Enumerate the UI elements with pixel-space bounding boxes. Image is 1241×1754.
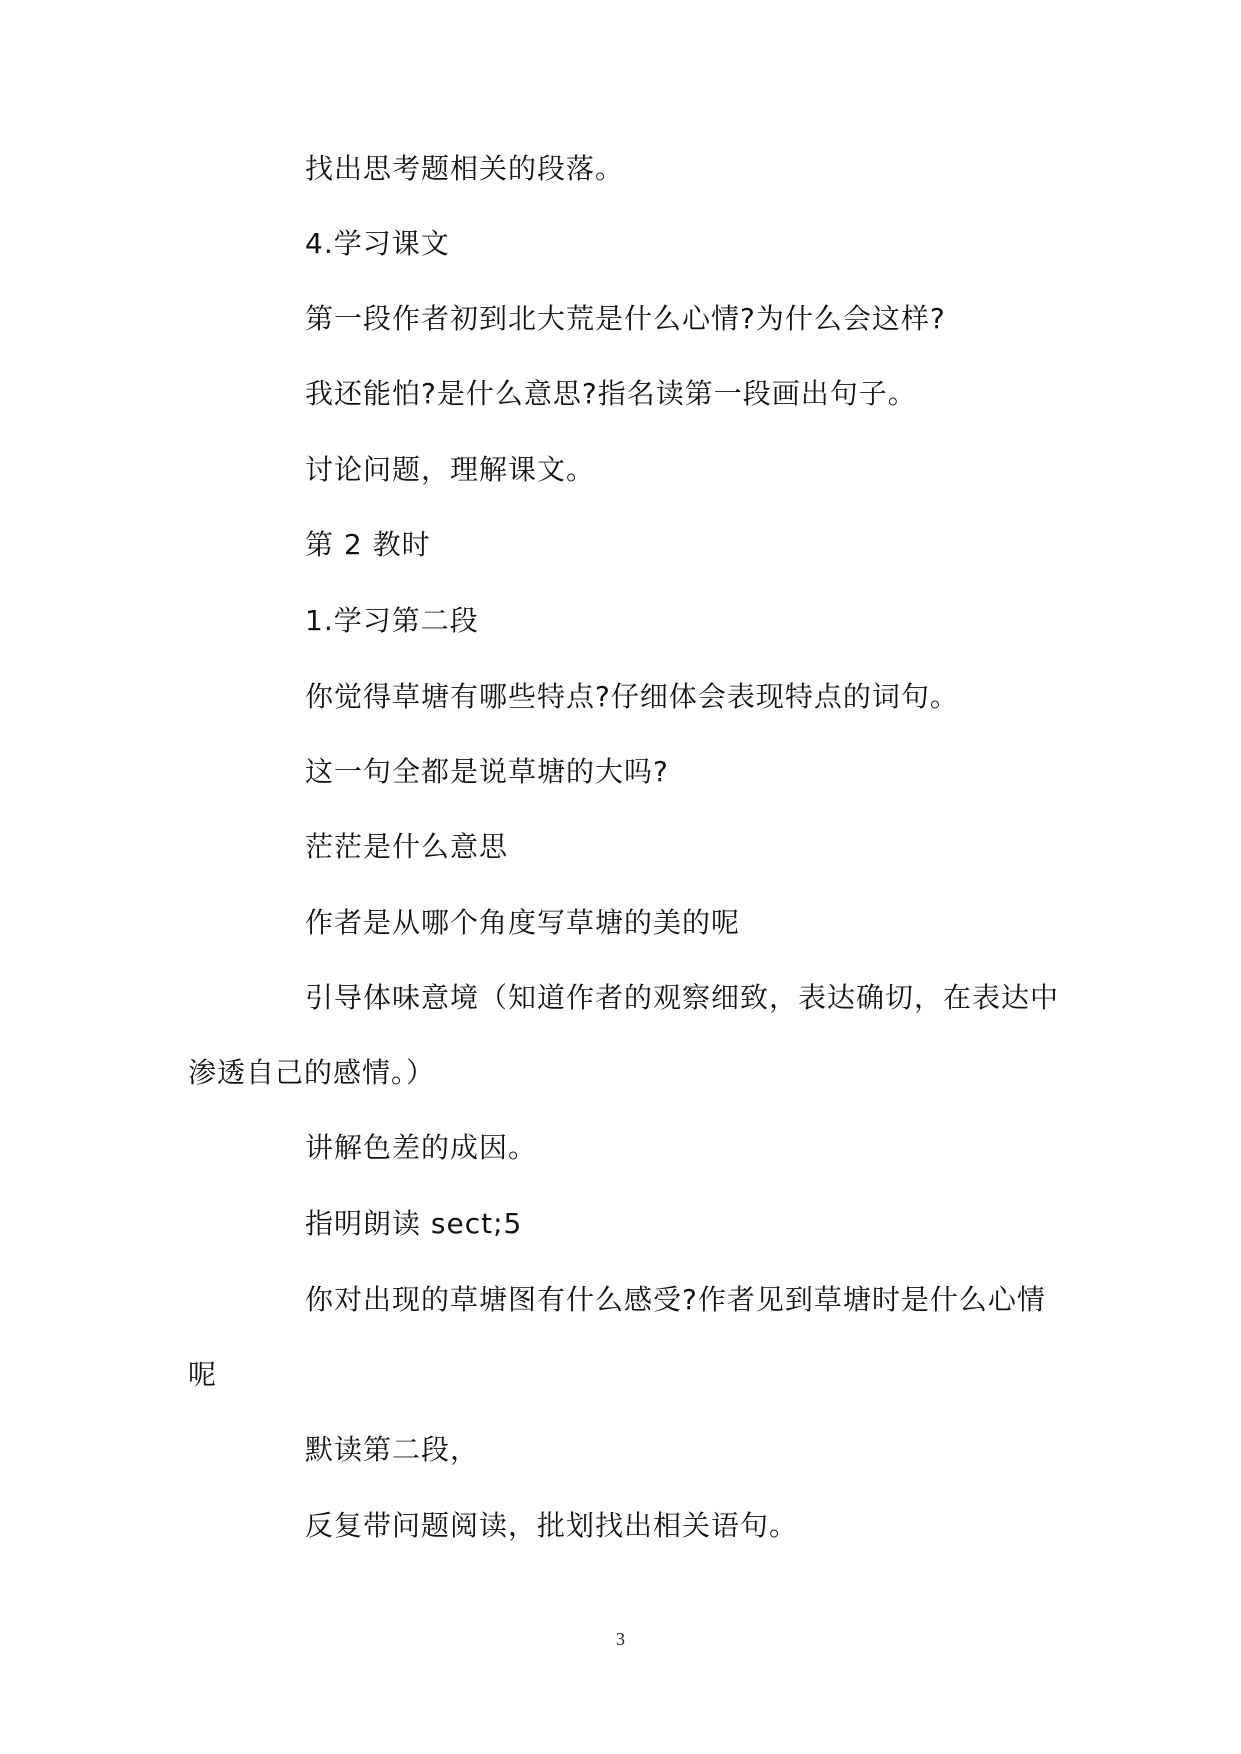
- text-line: 默读第二段，: [305, 1433, 480, 1466]
- text-line: 4.学习课文: [305, 227, 450, 260]
- text-line: 引导体味意境（知道作者的观察细致，表达确切，在表达中: [305, 981, 1060, 1014]
- text-line: 作者是从哪个角度写草塘的美的呢: [305, 906, 741, 939]
- text-line: 1.学习第二段: [305, 604, 479, 637]
- text-line: 讨论问题，理解课文。: [305, 453, 596, 486]
- text-line: 我还能怕?是什么意思?指名读第一段画出句子。: [305, 377, 917, 410]
- text-line: 第一段作者初到北大荒是什么心情?为什么会这样?: [305, 302, 946, 335]
- text-line: 指明朗读 sect;5: [305, 1207, 523, 1240]
- text-line: 你对出现的草塘图有什么感受?作者见到草塘时是什么心情: [305, 1283, 1046, 1316]
- text-line: 茫茫是什么意思: [305, 830, 509, 863]
- text-line: 反复带问题阅读，批划找出相关语句。: [305, 1509, 799, 1542]
- text-line: 你觉得草塘有哪些特点?仔细体会表现特点的词句。: [305, 680, 959, 713]
- page-number: 3: [616, 1629, 625, 1649]
- text-line: 第 2 教时: [305, 528, 431, 561]
- text-line: 讲解色差的成因。: [305, 1131, 538, 1164]
- text-line: 呢: [188, 1358, 218, 1391]
- text-line: 渗透自己的感情。）: [188, 1056, 436, 1089]
- text-line: 这一句全都是说草塘的大吗?: [305, 755, 669, 788]
- text-line: 找出思考题相关的段落。: [305, 152, 625, 185]
